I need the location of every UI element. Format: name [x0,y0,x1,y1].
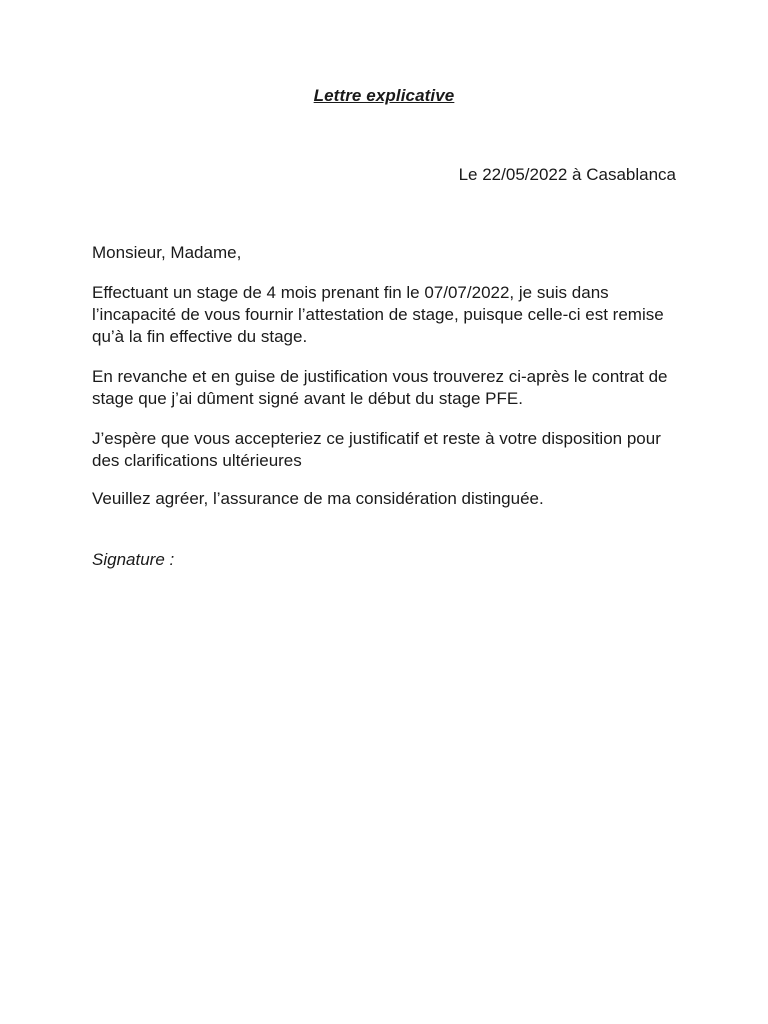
salutation: Monsieur, Madame, [92,243,242,262]
paragraph-1: Effectuant un stage de 4 mois prenant fin le 07/07/2022, je suis dans l’incapacité de vous fournir l’attestation de stage, puisque celle-ci est remise qu’à la fin effective du stage. [92,283,664,346]
paragraph-4: Veuillez agréer, l’assurance de ma considération distinguée. [92,489,544,508]
paragraph-3: J’espère que vous accepteriez ce justificatif et reste à votre disposition pour des clarifications ultérieures [92,429,661,470]
signature-label: Signature : [92,550,175,569]
date-line: Le 22/05/2022 à Casablanca [458,165,676,184]
paragraph-2: En revanche et en guise de justification vous trouverez ci-après le contrat de stage que j’ai dûment signé avant le début du stage PFE. [92,367,668,408]
letter-title: Lettre explicative [313,86,455,105]
